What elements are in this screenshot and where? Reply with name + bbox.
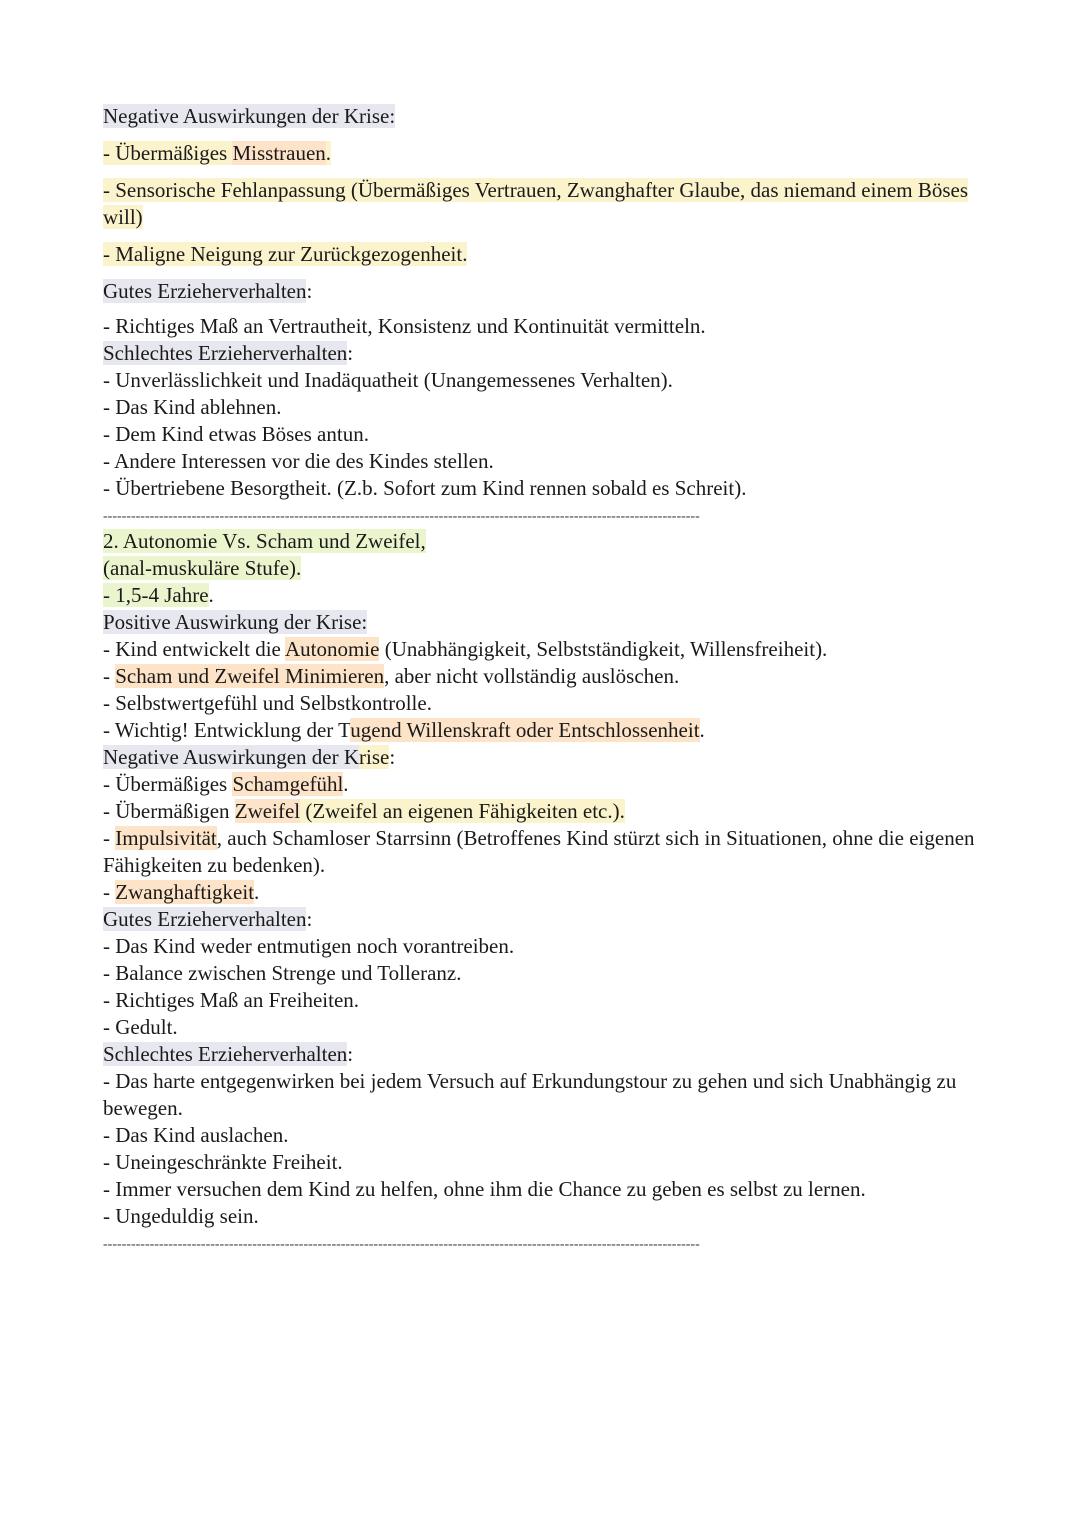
dashed-divider: --------------------------------------------------------------------------------------------------------------------------------	[103, 1237, 700, 1252]
list-item: - Das Kind ablehnen.	[103, 395, 282, 419]
list-item: - Maligne Neigung zur Zurückgezogenheit.	[103, 242, 468, 266]
bad-behavior-heading-2: Schlechtes Erzieherverhalten:	[103, 1042, 354, 1066]
section-title: 2. Autonomie Vs. Scham und Zweifel,	[103, 529, 426, 553]
list-item: - Wichtig! Entwicklung der Tugend Willenskraft oder Entschlossenheit.	[103, 718, 705, 742]
dashed-divider: --------------------------------------------------------------------------------------------------------------------------------	[103, 509, 700, 524]
good-behavior-heading-2: Gutes Erzieherverhalten:	[103, 907, 313, 931]
list-item: - Impulsivität, auch Schamloser Starrsinn (Betroffenes Kind stürzt sich in Situationen, ohne die eigenen Fähigkeiten zu bedenken).	[103, 826, 975, 877]
list-item: - Balance zwischen Strenge und Tolleranz.	[103, 961, 462, 985]
list-item: - Immer versuchen dem Kind zu helfen, ohne ihm die Chance zu geben es selbst zu lernen.	[103, 1177, 866, 1201]
pos-effects-heading: Positive Auswirkung der Krise:	[103, 610, 368, 634]
list-item: - Das Kind auslachen.	[103, 1123, 289, 1147]
list-item: - Unverlässlichkeit und Inadäquatheit (Unangemessenes Verhalten).	[103, 368, 673, 392]
list-item: - Selbstwertgefühl und Selbstkontrolle.	[103, 691, 432, 715]
list-item: - Scham und Zweifel Minimieren, aber nicht vollständig auslöschen.	[103, 664, 680, 688]
list-item: - Das Kind weder entmutigen noch vorantreiben.	[103, 934, 515, 958]
list-item: - Übermäßiges Schamgefühl.	[103, 772, 349, 796]
list-item: - Übertriebene Besorgtheit. (Z.b. Sofort zum Kind rennen sobald es Schreit).	[103, 476, 747, 500]
bad-behavior-heading: Schlechtes Erzieherverhalten:	[103, 341, 354, 365]
list-item: - Ungeduldig sein.	[103, 1204, 259, 1228]
list-item: - Sensorische Fehlanpassung (Übermäßiges Vertrauen, Zwanghafter Glaube, das niemand einem Böses will)	[103, 178, 969, 229]
neg-effects-heading-text: Negative Auswirkungen der Krise:	[103, 104, 396, 128]
neg-effects-heading	[103, 103, 976, 130]
section-subtitle: (anal-muskuläre Stufe).	[103, 556, 302, 580]
age-range: - 1,5-4 Jahre.	[103, 583, 214, 607]
list-item: - Richtiges Maß an Vertrautheit, Konsistenz und Kontinuität vermitteln.	[103, 314, 706, 338]
good-behavior-heading: Gutes Erzieherverhalten:	[103, 279, 313, 303]
list-item: - Kind entwickelt die Autonomie (Unabhängigkeit, Selbstständigkeit, Willensfreiheit).	[103, 637, 828, 661]
list-item: - Das harte entgegenwirken bei jedem Versuch auf Erkundungstour zu gehen und sich Unabhängig zu bewegen.	[103, 1069, 957, 1120]
list-item: - Andere Interessen vor die des Kindes stellen.	[103, 449, 494, 473]
neg-effects-heading-2: Negative Auswirkungen der Krise:	[103, 745, 396, 769]
list-item: - Übermäßiges Misstrauen.	[103, 141, 332, 165]
list-item: - Richtiges Maß an Freiheiten.	[103, 988, 360, 1012]
list-item: - Gedult.	[103, 1015, 178, 1039]
list-item: - Zwanghaftigkeit.	[103, 880, 260, 904]
list-item: - Dem Kind etwas Böses antun.	[103, 422, 369, 446]
list-item: - Übermäßigen Zweifel (Zweifel an eigenen Fähigkeiten etc.).	[103, 799, 625, 823]
list-item: - Uneingeschränkte Freiheit.	[103, 1150, 343, 1174]
